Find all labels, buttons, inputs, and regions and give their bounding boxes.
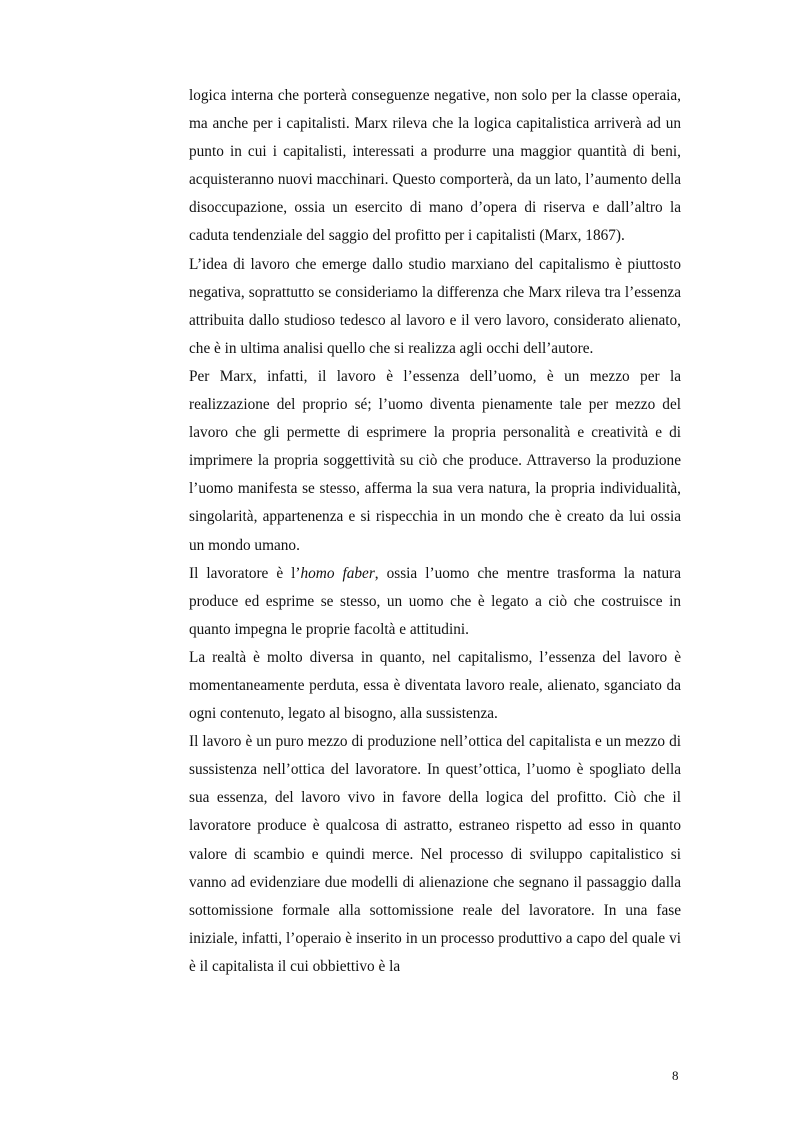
homo-faber-emphasis: homo faber xyxy=(300,564,375,582)
paragraph-5: La realtà è molto diversa in quanto, nel capitalismo, l’essenza del lavoro è momentaneamente perduta, essa è diventata lavoro reale, alienato, sganciato da ogni contenuto, legato al bisogno, alla sussistenza. xyxy=(189,648,681,723)
paragraph-2: L’idea di lavoro che emerge dallo studio marxiano del capitalismo è piuttosto negativa, soprattutto se consideriamo la differenza che Marx rileva tra l’essenza attribuita dallo studioso tedesco al lavoro e il vero lavoro, considerato alienato, che è in ultima analisi quello che si realizza agli occhi dell’autore. xyxy=(189,255,681,357)
paragraph-6: Il lavoro è un puro mezzo di produzione nell’ottica del capitalista e un mezzo di sussistenza nell’ottica del lavoratore. In quest’ottica, l’uomo è spogliato della sua essenza, del lavoro vivo in favore della logica del profitto. Ciò che il lavoratore produce è qualcosa di astratto, estraneo rispetto ad esso in quanto valore di scambio e quindi merce. Nel processo di sviluppo capitalistico si vanno ad evidenziare due modelli di alienazione che segnano il passaggio dalla sottomissione formale alla sottomissione reale del lavoratore. In una fase iniziale, infatti, l’operaio è inserito in un processo produttivo a capo del quale vi è il capitalista il cui obbiettivo è la xyxy=(189,733,681,975)
paragraph-3: Per Marx, infatti, il lavoro è l’essenza dell’uomo, è un mezzo per la realizzazione del proprio sé; l’uomo diventa pienamente tale per mezzo del lavoro che gli permette di esprimere la propria personalità e creatività e di imprimere la propria soggettività su ciò che produce. Attraverso la produzione l’uomo manifesta se stesso, afferma la sua vera natura, la propria individualità, singolarità, appartenenza e si rispecchia in un mondo che è creato da lui ossia un mondo umano. xyxy=(189,367,681,554)
paragraph-4-trailing-text: , ossia l’uomo che mentre trasforma la natura produce ed esprime se stesso, un uomo che è legato a ciò che costruisce in quanto impegna le proprie facoltà e attitudini. xyxy=(189,564,682,638)
paragraph-1: logica interna che porterà conseguenze negative, non solo per la classe operaia, ma anche per i capitalisti. Marx rileva che la logica capitalistica arriverà ad un punto in cui i capitalisti, interessati a produrre una maggior quantità di beni, acquisteranno nuovi macchinari. Questo comporterà, da un lato, l’aumento della disoccupazione, ossia un esercito di mano d’opera di riserva e dall’altro la caduta tendenziale del saggio del profitto per i capitalisti (Marx, 1867). xyxy=(189,87,681,245)
page-number: 8 xyxy=(672,1068,679,1083)
paragraph-4-lead-text: Il lavoratore è l’ xyxy=(189,564,301,582)
paragraph-4 xyxy=(189,560,681,644)
document-page-body xyxy=(189,82,681,981)
